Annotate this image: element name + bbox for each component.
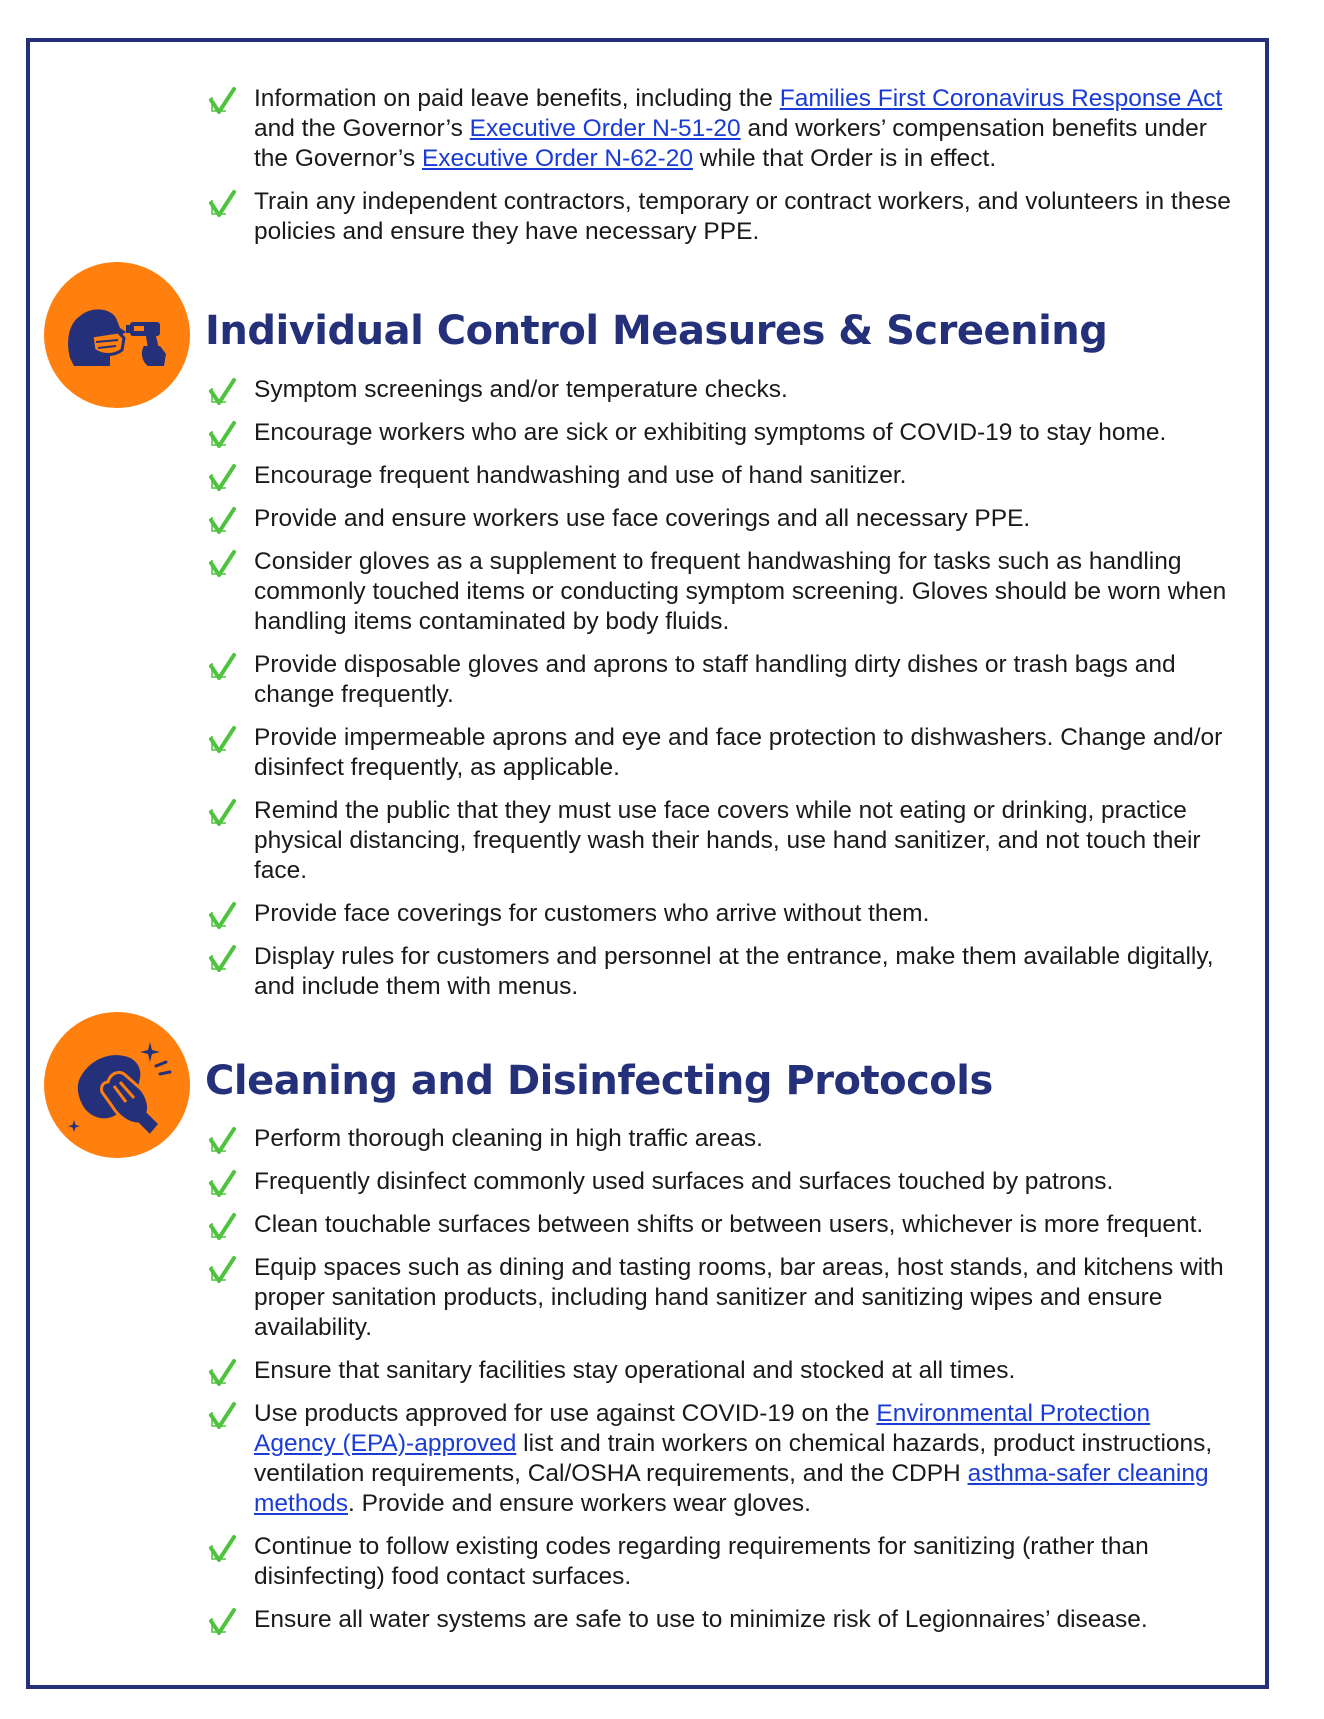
list-item xyxy=(0,418,1324,448)
list-item xyxy=(0,461,1324,491)
reference-link[interactable]: Executive Order N-62-20 xyxy=(421,145,693,172)
item-text: Ensure all water systems are safe to use to minimize risk of Legionnaires’ disease. xyxy=(254,1606,1148,1633)
list-item xyxy=(0,723,1324,783)
checkmark-icon xyxy=(208,87,236,115)
list-item xyxy=(0,650,1324,710)
checkmark-icon xyxy=(208,421,236,449)
item-text: Remind the public that they must use face covers while not eating or drinking, practice physical distancing, frequently wash their hands, use hand sanitizer, and not touch their face. xyxy=(254,797,1201,884)
checkmark-icon xyxy=(208,1535,236,1563)
checkmark-icon xyxy=(208,378,236,406)
list-item xyxy=(0,1605,1324,1635)
item-text: Train any independent contractors, temporary or contract workers, and volunteers in these policies and ensure they have necessary PPE. xyxy=(254,188,1231,245)
list-item xyxy=(0,1167,1324,1197)
list-item xyxy=(0,1124,1324,1154)
item-text: while that Order is in effect. xyxy=(692,145,997,172)
list-item xyxy=(0,375,1324,405)
list-item xyxy=(0,1356,1324,1386)
item-text: Continue to follow existing codes regarding requirements for sanitizing (rather than disinfecting) food contact surfaces. xyxy=(254,1533,1149,1590)
checkmark-icon xyxy=(208,507,236,535)
item-text: Provide and ensure workers use face coverings and all necessary PPE. xyxy=(254,505,1031,532)
item-text: Display rules for customers and personnel at the entrance, make them available digitally, and include them with menus. xyxy=(254,943,1214,1000)
reference-link[interactable]: Families First Coronavirus Response Act xyxy=(779,85,1223,112)
item-text: Information on paid leave benefits, including the xyxy=(254,85,780,112)
item-text: Symptom screenings and/or temperature checks. xyxy=(254,376,788,403)
checkmark-icon xyxy=(208,1402,236,1430)
item-text: Use products approved for use against COVID-19 on the xyxy=(254,1400,877,1427)
reference-link[interactable]: asthma-safer cleaning methods xyxy=(254,1460,1209,1517)
cleaning-list xyxy=(0,1124,1324,1648)
screening-list xyxy=(0,375,1324,1015)
item-text: Equip spaces such as dining and tasting rooms, bar areas, host stands, and kitchens with proper sanitation products, including hand sanitizer and sanitizing wipes and ensure availability. xyxy=(254,1254,1224,1341)
list-item xyxy=(0,504,1324,534)
checkmark-icon xyxy=(208,190,236,218)
list-item xyxy=(0,84,1324,174)
checkmark-icon xyxy=(208,1170,236,1198)
item-text: and workers’ compensation benefits under the Governor’s xyxy=(254,115,1207,172)
list-item xyxy=(0,899,1324,929)
list-item xyxy=(0,1210,1324,1240)
item-text: Encourage workers who are sick or exhibiting symptoms of COVID-19 to stay home. xyxy=(254,419,1167,446)
item-text: and the Governor’s xyxy=(254,115,470,142)
checkmark-icon xyxy=(208,550,236,578)
list-item xyxy=(0,1532,1324,1592)
checkmark-icon xyxy=(208,1256,236,1284)
list-item xyxy=(0,796,1324,886)
reference-link[interactable]: Environmental Protection Agency (EPA)-approved xyxy=(254,1400,1151,1457)
item-text: Frequently disinfect commonly used surfaces and surfaces touched by patrons. xyxy=(254,1168,1114,1195)
list-item xyxy=(0,547,1324,637)
checkmark-icon xyxy=(208,464,236,492)
checkmark-icon xyxy=(208,902,236,930)
item-text: Clean touchable surfaces between shifts or between users, whichever is more frequent. xyxy=(254,1211,1204,1238)
checkmark-icon xyxy=(208,726,236,754)
checkmark-icon xyxy=(208,945,236,973)
item-text: Provide face coverings for customers who arrive without them. xyxy=(254,900,930,927)
item-text: Perform thorough cleaning in high traffic areas. xyxy=(254,1125,763,1152)
list-item xyxy=(0,187,1324,247)
list-item xyxy=(0,1253,1324,1343)
item-text: Ensure that sanitary facilities stay operational and stocked at all times. xyxy=(254,1357,1016,1384)
item-text: Consider gloves as a supplement to frequent handwashing for tasks such as handling commonly touched items or conducting symptom screening. Gloves should be worn when handling items contaminated by body fluids. xyxy=(254,548,1227,635)
item-text: Provide disposable gloves and aprons to staff handling dirty dishes or trash bags and change frequently. xyxy=(254,651,1176,708)
checkmark-icon xyxy=(208,799,236,827)
item-text: Provide impermeable aprons and eye and face protection to dishwashers. Change and/or disinfect frequently, as applicable. xyxy=(254,724,1223,781)
checkmark-icon xyxy=(208,1359,236,1387)
section-heading-cleaning: Cleaning and Disinfecting Protocols xyxy=(205,1058,993,1104)
section-heading-screening: Individual Control Measures & Screening xyxy=(205,308,1108,354)
checkmark-icon xyxy=(208,653,236,681)
checkmark-icon xyxy=(208,1127,236,1155)
item-text: Encourage frequent handwashing and use of hand sanitizer. xyxy=(254,462,907,489)
list-item xyxy=(0,942,1324,1002)
list-item xyxy=(0,1399,1324,1519)
item-text: list and train workers on chemical hazards, product instructions, ventilation requirements, Cal/OSHA requirements, and the CDPH xyxy=(254,1430,1213,1487)
checkmark-icon xyxy=(208,1213,236,1241)
item-text: . Provide and ensure workers wear gloves. xyxy=(347,1490,811,1517)
reference-link[interactable]: Executive Order N-51-20 xyxy=(469,115,741,142)
leave-benefits-list xyxy=(0,84,1324,260)
checkmark-icon xyxy=(208,1608,236,1636)
